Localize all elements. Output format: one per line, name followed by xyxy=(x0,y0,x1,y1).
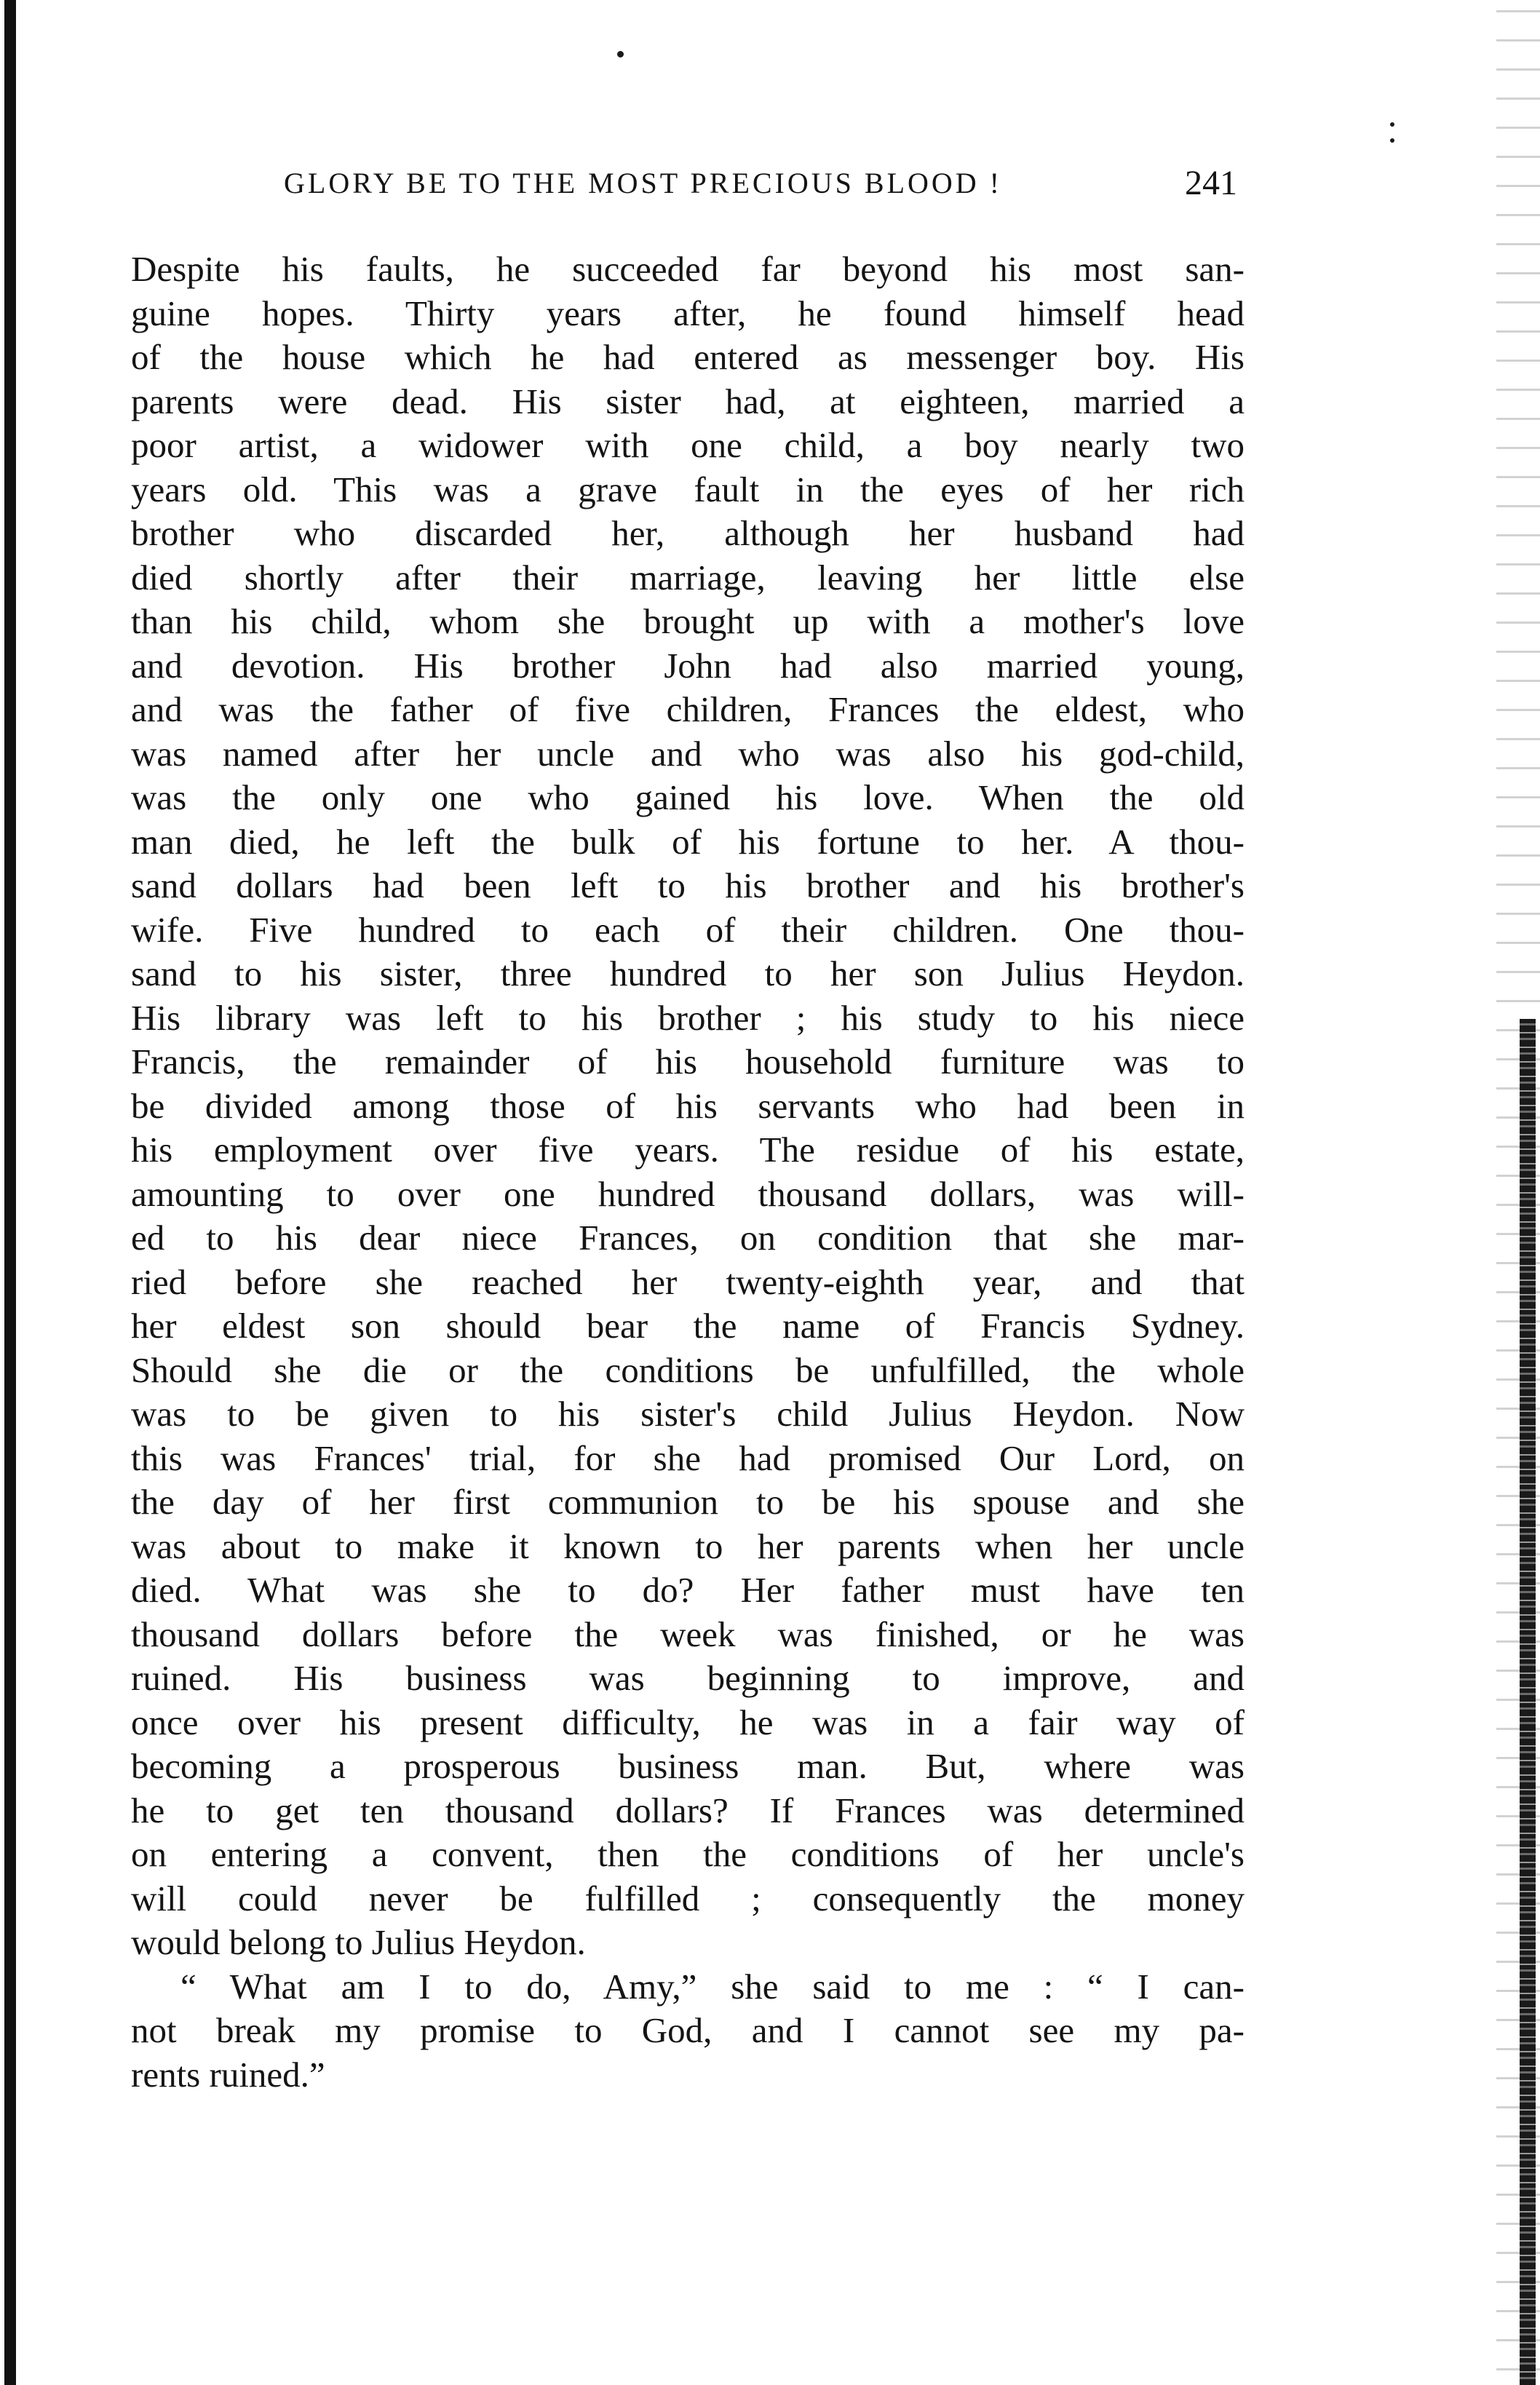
text-line: on entering a convent, then the conditions of her uncle's xyxy=(131,1834,1245,1874)
text-line: died. What was she to do? Her father must have ten xyxy=(131,1570,1245,1610)
text-line: years old. This was a grave fault in the eyes of her rich xyxy=(131,469,1245,509)
text-line: was about to make it known to her parents when her uncle xyxy=(131,1525,1245,1566)
text-line: be divided among those of his servants who had been in xyxy=(131,1085,1245,1126)
text-line: his employment over five years. The residue of his estate, xyxy=(131,1130,1245,1170)
page-number: 241 xyxy=(1185,164,1237,202)
ink-speck xyxy=(1390,122,1394,127)
text-line: wife. Five hundred to each of their children. One thou- xyxy=(131,909,1245,950)
text-line: was to be given to his sister's child Julius Heydon. Now xyxy=(131,1394,1245,1434)
text-line: amounting to over one hundred thousand dollars, was will- xyxy=(131,1173,1245,1214)
text-line: ruined. His business was beginning to improve, and xyxy=(131,1658,1245,1698)
text-line: parents were dead. His sister had, at eighteen, married a xyxy=(131,381,1245,421)
dialogue-paragraph xyxy=(131,1965,1245,2098)
running-head-title: GLORY BE TO THE MOST PRECIOUS BLOOD ! xyxy=(284,167,1002,199)
text-line: and was the father of five children, Frances the eldest, who xyxy=(131,689,1245,729)
text-line: brother who discarded her, although her husband had xyxy=(131,513,1245,553)
text-line: and devotion. His brother John had also married young, xyxy=(131,645,1245,686)
text-line: will could never be fulfilled ; consequently the money xyxy=(131,1878,1245,1918)
text-line: man died, he left the bulk of his fortune to her. A thou- xyxy=(131,821,1245,862)
running-head xyxy=(284,162,1237,205)
text-line: died shortly after their marriage, leaving her little else xyxy=(131,557,1245,598)
text-line: would belong to Julius Heydon. xyxy=(131,1922,586,1962)
text-line: poor artist, a widower with one child, a boy nearly two xyxy=(131,425,1245,465)
text-line: His library was left to his brother ; his study to his niece xyxy=(131,997,1245,1038)
text-line: thousand dollars before the week was finished, or he was xyxy=(131,1614,1245,1654)
text-line: sand to his sister, three hundred to her son Julius Heydon. xyxy=(131,953,1245,993)
text-line: sand dollars had been left to his brother and his brother's xyxy=(131,865,1245,905)
text-line: he to get ten thousand dollars? If Frances was determined xyxy=(131,1790,1245,1830)
text-line: once over his present difficulty, he was in a fair way of xyxy=(131,1702,1245,1742)
text-line: “ What am I to do, Amy,” she said to me : “ I can- xyxy=(180,1966,1245,2007)
main-paragraph xyxy=(131,247,1245,1965)
text-line: than his child, whom she brought up with a mother's love xyxy=(131,601,1245,641)
body-text xyxy=(131,247,1245,2097)
text-line: her eldest son should bear the name of Francis Sydney. xyxy=(131,1306,1245,1346)
text-line: guine hopes. Thirty years after, he found himself head xyxy=(131,293,1245,333)
text-line: ed to his dear niece Frances, on condition that she mar- xyxy=(131,1218,1245,1258)
text-line: rents ruined.” xyxy=(131,2054,325,2095)
page-edge-shadow xyxy=(4,0,16,2385)
text-line: was the only one who gained his love. When the old xyxy=(131,777,1245,817)
ink-speck xyxy=(1390,138,1394,143)
text-line: this was Frances' trial, for she had promised Our Lord, on xyxy=(131,1437,1245,1478)
text-line: Should she die or the conditions be unfulfilled, the whole xyxy=(131,1349,1245,1390)
text-line: Francis, the remainder of his household furniture was to xyxy=(131,1041,1245,1082)
ink-speck xyxy=(617,51,624,57)
text-line: becoming a prosperous business man. But, where was xyxy=(131,1746,1245,1786)
text-line: ried before she reached her twenty-eighth year, and that xyxy=(131,1261,1245,1302)
text-line: not break my promise to God, and I cannot see my pa- xyxy=(131,2010,1245,2050)
text-line: the day of her first communion to be his spouse and she xyxy=(131,1482,1245,1522)
text-line: of the house which he had entered as messenger boy. His xyxy=(131,337,1245,377)
scan-binding-edge xyxy=(1520,1019,1536,2385)
text-line: Despite his faults, he succeeded far beyond his most san- xyxy=(131,249,1245,289)
text-line: was named after her uncle and who was also his god-child, xyxy=(131,733,1245,774)
